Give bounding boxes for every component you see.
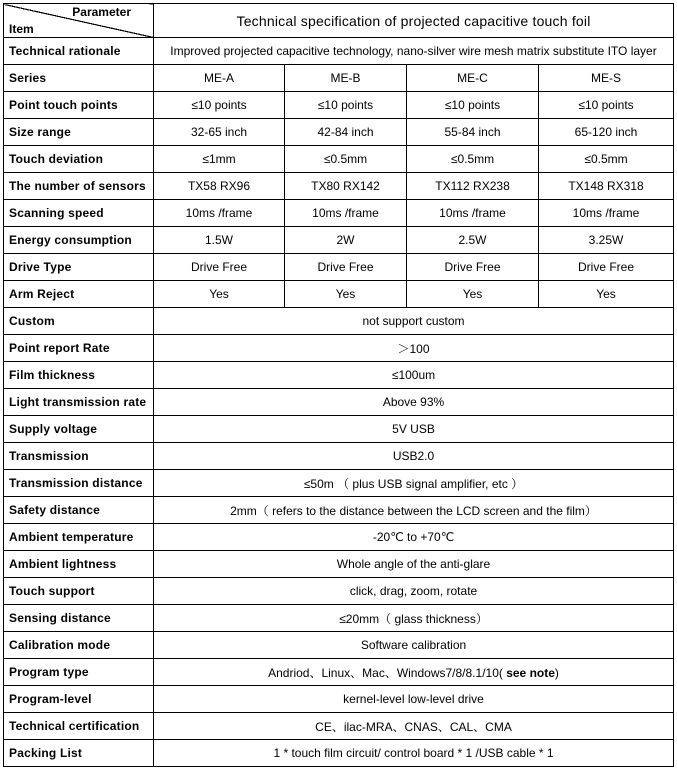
row-value: Whole angle of the anti-glare	[154, 551, 674, 578]
row-value: ＞100	[154, 335, 674, 362]
table-row	[4, 335, 674, 362]
header-corner-cell	[4, 4, 154, 38]
row-value: 65-120 inch	[539, 119, 674, 146]
row-value: ≤100um	[154, 362, 674, 389]
row-value: 42-84 inch	[285, 119, 407, 146]
table-title: Technical specification of projected capacitive touch foil	[154, 4, 674, 38]
table-row	[4, 605, 674, 632]
table-row	[4, 362, 674, 389]
row-value: ≤0.5mm	[285, 146, 407, 173]
row-label: Energy consumption	[4, 227, 154, 254]
table-row	[4, 686, 674, 713]
row-label: Light transmission rate	[4, 389, 154, 416]
table-row	[4, 524, 674, 551]
row-value	[154, 659, 674, 686]
table-row	[4, 443, 674, 470]
row-label: Point report Rate	[4, 335, 154, 362]
row-label: Touch deviation	[4, 146, 154, 173]
row-label: Scanning speed	[4, 200, 154, 227]
row-label: Packing List	[4, 740, 154, 767]
header-row	[4, 4, 674, 38]
row-value: Improved projected capacitive technology, nano-silver wire mesh matrix substitute ITO layer	[154, 38, 674, 65]
row-label: Arm Reject	[4, 281, 154, 308]
row-value: Drive Free	[285, 254, 407, 281]
row-value: not support custom	[154, 308, 674, 335]
table-row	[4, 254, 674, 281]
row-value: ≤10 points	[407, 92, 539, 119]
row-value: Yes	[539, 281, 674, 308]
program-type-close: )	[554, 665, 559, 680]
row-value: Software calibration	[154, 632, 674, 659]
row-label: Film thickness	[4, 362, 154, 389]
row-label: Program type	[4, 659, 154, 686]
row-value: 10ms /frame	[407, 200, 539, 227]
row-value: ≤10 points	[285, 92, 407, 119]
table-row	[4, 281, 674, 308]
row-value: Yes	[154, 281, 285, 308]
row-label: Series	[4, 65, 154, 92]
row-value: ME-S	[539, 65, 674, 92]
row-label: Custom	[4, 308, 154, 335]
table-row	[4, 146, 674, 173]
row-value: 10ms /frame	[154, 200, 285, 227]
table-row	[4, 389, 674, 416]
row-label: Size range	[4, 119, 154, 146]
program-type-value: Andriod、Linux、Mac、Windows7/8/8.1/10(	[268, 665, 503, 680]
row-value: 2mm（ refers to the distance between the LCD screen and the film）	[154, 497, 674, 524]
row-value: ME-A	[154, 65, 285, 92]
parameter-label: Parameter	[72, 5, 131, 19]
row-value: ≤10 points	[539, 92, 674, 119]
row-value: Drive Free	[154, 254, 285, 281]
row-value: USB2.0	[154, 443, 674, 470]
row-value: TX58 RX96	[154, 173, 285, 200]
row-label: Technical rationale	[4, 38, 154, 65]
table-row	[4, 416, 674, 443]
row-value: kernel-level low-level drive	[154, 686, 674, 713]
row-value: ≤10 points	[154, 92, 285, 119]
row-value: Drive Free	[539, 254, 674, 281]
row-value: ≤20mm（ glass thickness）	[154, 605, 674, 632]
row-label: Ambient temperature	[4, 524, 154, 551]
row-value: 55-84 inch	[407, 119, 539, 146]
table-row	[4, 227, 674, 254]
table-row	[4, 551, 674, 578]
row-label: Sensing distance	[4, 605, 154, 632]
table-row	[4, 65, 674, 92]
table-row	[4, 470, 674, 497]
row-value: ME-C	[407, 65, 539, 92]
table-row	[4, 740, 674, 767]
row-value: -20℃ to +70℃	[154, 524, 674, 551]
row-value: 10ms /frame	[285, 200, 407, 227]
row-value: Yes	[285, 281, 407, 308]
spec-table	[3, 3, 674, 767]
table-row	[4, 200, 674, 227]
row-value: 32-65 inch	[154, 119, 285, 146]
row-label: Point touch points	[4, 92, 154, 119]
row-value: 1.5W	[154, 227, 285, 254]
row-value: TX148 RX318	[539, 173, 674, 200]
row-label: Transmission distance	[4, 470, 154, 497]
row-value: TX80 RX142	[285, 173, 407, 200]
row-value: ≤50m （ plus USB signal amplifier, etc ）	[154, 470, 674, 497]
table-row	[4, 173, 674, 200]
row-label: Drive Type	[4, 254, 154, 281]
row-label: Ambient lightness	[4, 551, 154, 578]
row-value: ≤0.5mm	[407, 146, 539, 173]
see-note-text: see note	[502, 665, 555, 680]
table-row	[4, 578, 674, 605]
row-value: Above 93%	[154, 389, 674, 416]
table-row	[4, 632, 674, 659]
row-label: Calibration mode	[4, 632, 154, 659]
table-row	[4, 38, 674, 65]
table-row	[4, 497, 674, 524]
row-value: 1 * touch film circuit/ control board * 1 /USB cable * 1	[154, 740, 674, 767]
row-value: Drive Free	[407, 254, 539, 281]
table-row	[4, 92, 674, 119]
row-value: 10ms /frame	[539, 200, 674, 227]
table-row	[4, 713, 674, 740]
row-label: Touch support	[4, 578, 154, 605]
row-value: ME-B	[285, 65, 407, 92]
row-value: ≤0.5mm	[539, 146, 674, 173]
item-label: Item	[9, 22, 34, 36]
row-value: TX112 RX238	[407, 173, 539, 200]
table-row	[4, 308, 674, 335]
row-label: Safety distance	[4, 497, 154, 524]
row-value: 3.25W	[539, 227, 674, 254]
table-row	[4, 659, 674, 686]
row-value: 2.5W	[407, 227, 539, 254]
row-value: 5V USB	[154, 416, 674, 443]
row-label: Program-level	[4, 686, 154, 713]
row-label: Technical certification	[4, 713, 154, 740]
row-label: Supply voltage	[4, 416, 154, 443]
row-value: 2W	[285, 227, 407, 254]
row-value: ≤1mm	[154, 146, 285, 173]
row-value: CE、ilac-MRA、CNAS、CAL、CMA	[154, 713, 674, 740]
row-label: Transmission	[4, 443, 154, 470]
row-value: Yes	[407, 281, 539, 308]
row-value: click, drag, zoom, rotate	[154, 578, 674, 605]
row-label: The number of sensors	[4, 173, 154, 200]
table-row	[4, 119, 674, 146]
